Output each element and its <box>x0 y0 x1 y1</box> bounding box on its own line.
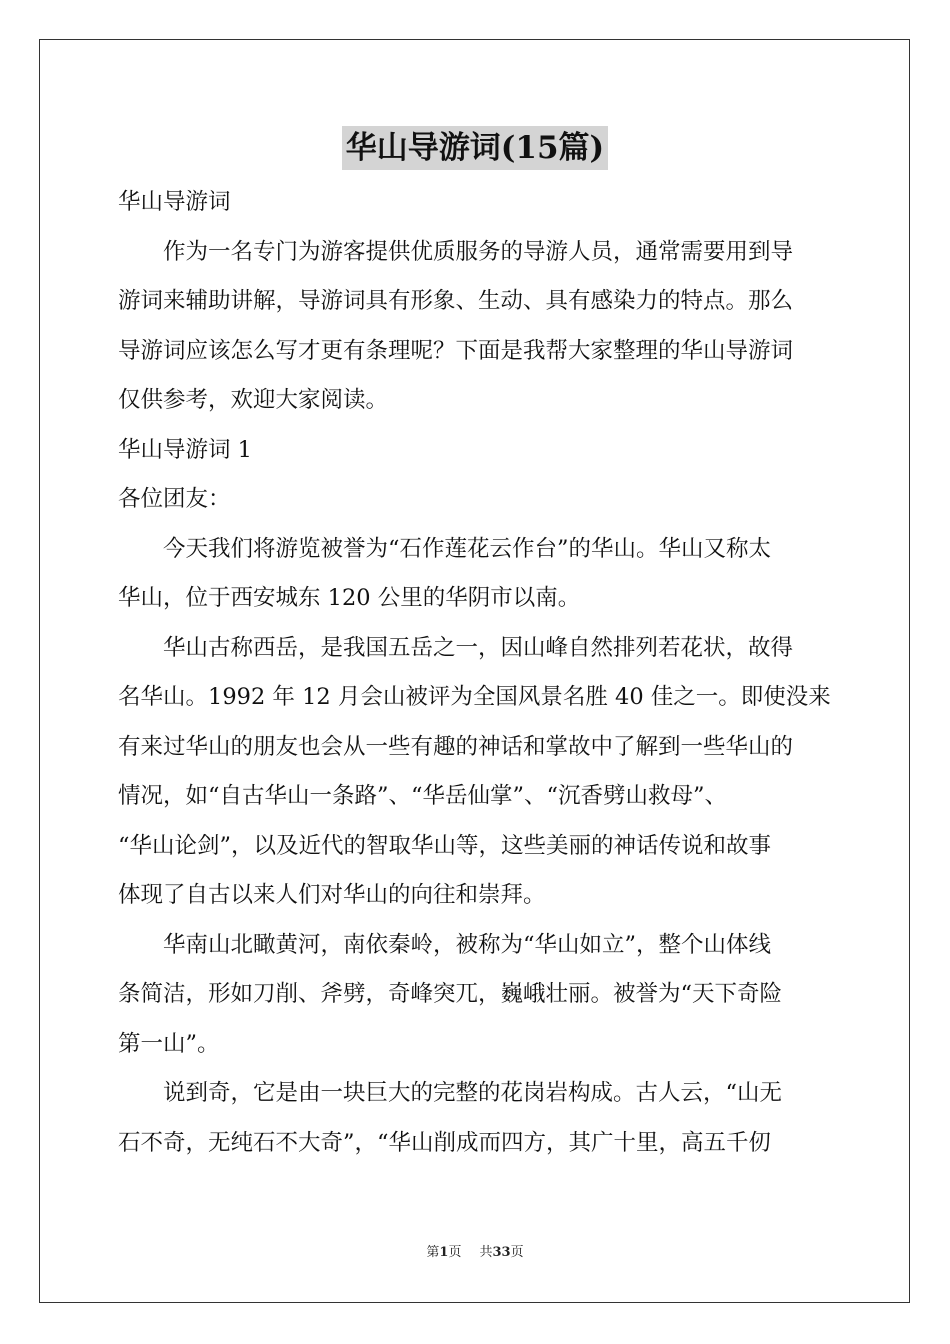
text-line: 名华山。1992 年 12 月会山被评为全国风景名胜 40 佳之一。即使没来 <box>118 684 831 710</box>
text-line: 体现了自古以来人们对华山的向往和崇拜。 <box>118 882 546 908</box>
title-container <box>0 126 950 170</box>
text-line: 情况，如“自古华山一条路”、“华岳仙掌”、“沉香劈山救母”、 <box>118 783 728 809</box>
text-line: 华南山北瞰黄河，南依秦岭，被称为“华山如立”，整个山体线 <box>163 931 772 958</box>
total-label-prefix: 共 <box>479 1245 493 1260</box>
text-line: 说到奇，它是由一块巨大的完整的花岗岩构成。古人云，“山无 <box>163 1080 783 1106</box>
total-pages: 33 <box>492 1245 511 1260</box>
total-label-suffix: 页 <box>510 1245 524 1260</box>
text-line: 第一山”。 <box>118 1030 220 1057</box>
text-line: 华山导游词 <box>118 189 231 215</box>
text-line: 各位团友： <box>118 486 231 512</box>
text-line: 华山导游词 1 <box>118 436 252 463</box>
document-body <box>118 178 834 1168</box>
page-label-suffix: 页 <box>448 1245 462 1260</box>
text-line: 条简洁，形如刀削、斧劈，奇峰突兀，巍峨壮丽。被誉为“天下奇险 <box>118 981 783 1007</box>
text-line: 石不奇，无纯石不大奇”，“华山削成而四方，其广十里，高五千仞 <box>118 1129 772 1156</box>
text-line: 有来过华山的朋友也会从一些有趣的神话和掌故中了解到一些华山的 <box>118 733 794 760</box>
text-line: “华山论剑”，以及近代的智取华山等，这些美丽的神话传说和故事 <box>118 832 772 859</box>
text-line: 华山古称西岳，是我国五岳之一，因山峰自然排列若花状，故得 <box>163 634 794 661</box>
page-number: 1 <box>439 1245 449 1260</box>
text-line: 作为一名专门为游客提供优质服务的导游人员，通常需要用到导 <box>163 238 794 265</box>
page-footer <box>0 1244 950 1262</box>
text-line: 导游词应该怎么写才更有条理呢？下面是我帮大家整理的华山导游词 <box>118 337 794 364</box>
text-line: 仅供参考，欢迎大家阅读。 <box>118 387 389 413</box>
page-label-prefix: 第 <box>426 1245 440 1260</box>
text-line: 今天我们将游览被誉为“石作莲花云作台”的华山。华山又称太 <box>163 535 772 562</box>
text-line: 华山，位于西安城东 120 公里的华阴市以南。 <box>118 585 581 611</box>
document-title: 华山导游词(15篇) <box>342 126 608 170</box>
text-line: 游词来辅助讲解，导游词具有形象、生动、具有感染力的特点。那么 <box>118 288 794 314</box>
